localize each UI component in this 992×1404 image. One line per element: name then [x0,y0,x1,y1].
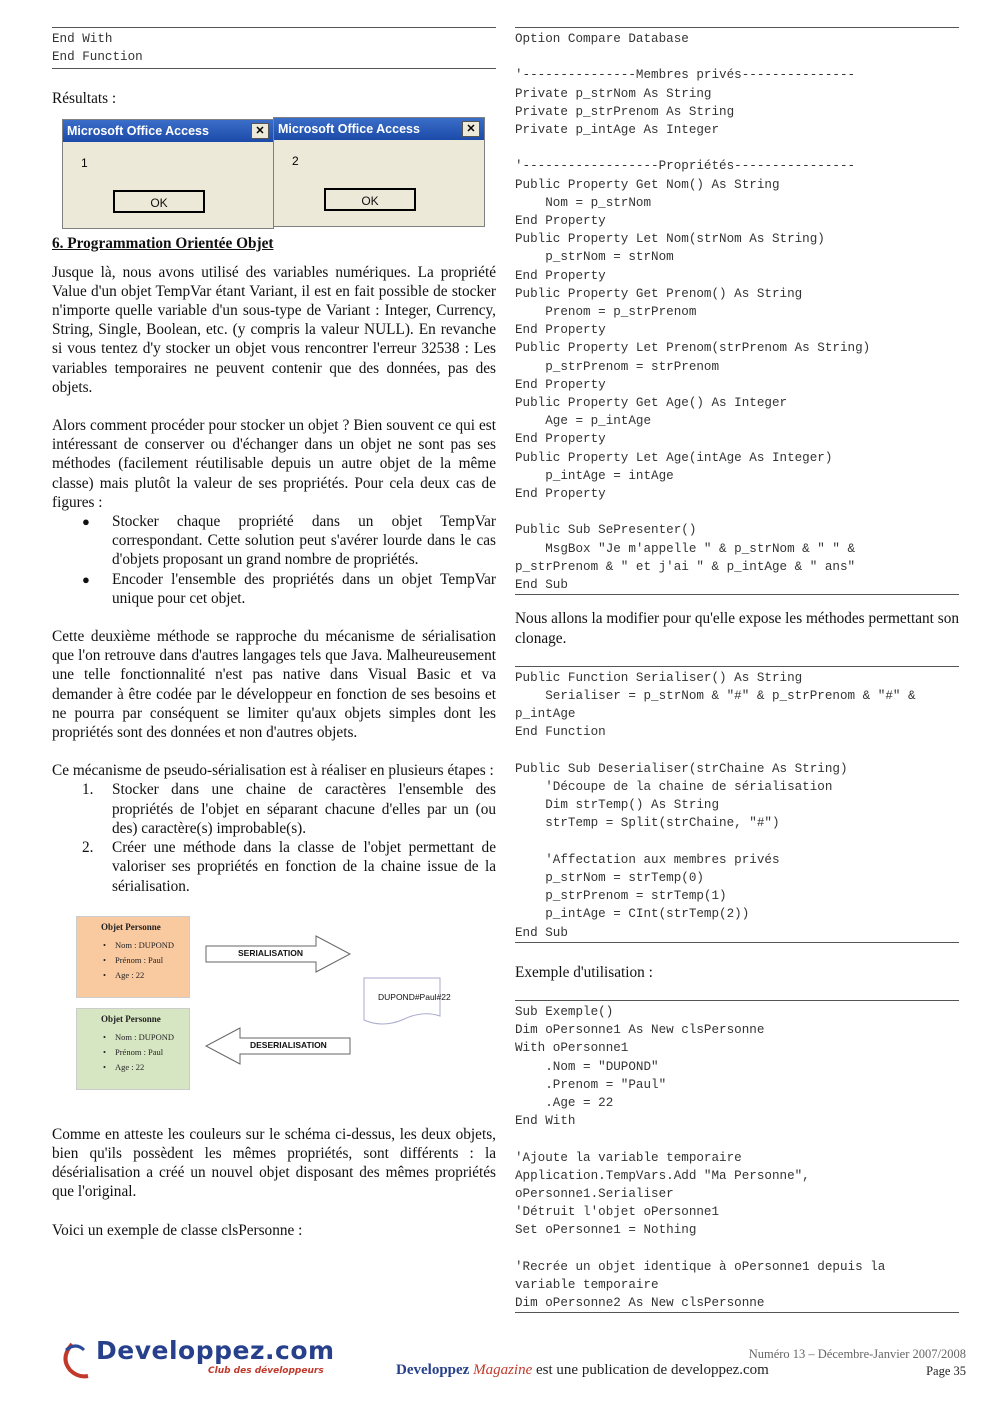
list-item: 2. Créer une méthode dans la classe de l'objet permettant de valoriser ses propriétés en fonction de la chaine issue de la sérialisation. [82,839,496,895]
section-heading: 6. Programmation Orientée Objet [52,234,274,252]
ok-button[interactable]: OK [324,188,416,211]
paragraph-1: Jusque là, nous avons utilisé des variables numériques. La propriété Value d'un objet TempVar étant Variant, il est en fait possible de stocker n'importe quelle variable d'un sous-type de Variant : Integer, Currency, String, Single, Boolean, etc. (y compris la valeur NULL). En revanche si vous tentez d'y stocker un objet vous rencontrer l'erreur 32538 : Les variables temporaires ne peuvent contenir que des données, pas des objets. [52,263,496,396]
msgbox-value: 2 [292,153,299,168]
close-icon[interactable]: ✕ [462,121,480,137]
code-block-class [515,27,959,595]
object-property: • Prénom : Paul [77,953,189,968]
left-column [52,27,496,1240]
close-icon[interactable]: ✕ [251,123,269,139]
publication-rest: est une publication de developpez.com [532,1362,769,1378]
paragraph-clonage: Nous allons la modifier pour qu'elle expose les méthodes permettant son clonage. [515,610,959,647]
msgbox-screenshots [52,117,496,235]
object-property: • Nom : DUPOND [77,1030,189,1045]
code-text: Public Function Serialiser() As String Serialiser = p_strNom & "#" & p_strPrenom & "#" & p_intAge End Function Public Sub Deserialiser(strChaine As String) 'Découpe de la chaine de sérialisation Dim strTemp() As String strTemp = Split(strChaine, "#") 'Affectation aux membres privés p_strNom = strTemp(0) p_strPrenom = strTemp(1) p_intAge = CInt(strTemp(2)) End Sub [515,670,916,940]
logo-tagline: Club des développeurs [208,1366,324,1376]
msgbox-value: 1 [81,155,88,170]
object-property: • Nom : DUPOND [77,938,189,953]
code-text: Sub Exemple() Dim oPersonne1 As New clsPersonne With oPersonne1 .Nom = "DUPOND" .Prenom = "Paul" .Age = 22 End With 'Ajoute la variable temporaire Application.TempVars.Add "Ma Personne", oPersonne1.Serialiser 'Détruit l'objet oPersonne1 Set oPersonne1 = Nothing 'Recrée un objet identique à oPersonne1 depuis la variable temporaire Dim oPersonne2 As New clsPersonne [515,1004,886,1311]
paragraph-6: Voici un exemple de classe clsPersonne : [52,1221,303,1239]
list-item: 1. Stocker dans une chaine de caractères l'ensemble des propriétés de l'objet en séparant chacune d'elles par un (ou des) caractère(s) improbable(s). [82,781,496,837]
issue-number: Numéro 13 – Décembre-Janvier 2007/2008 [748,1347,966,1361]
deserialisation-label: DESERIALISATION [250,1039,327,1050]
list-item: ● Encoder l'ensemble des propriétés dans un objet TempVar unique pour cet objet. [52,570,496,608]
paragraph-4: Ce mécanisme de pseudo-sérialisation est à réaliser en plusieurs étapes : [52,762,494,780]
code-text: Option Compare Database '---------------Membres privés--------------- Private p_strNom As String Private p_strPrenom As String Private p_intAge As Integer '------------------Propriétés---------------- Public Property Get Nom() As String Nom = p_strNom End Property Public Property Let Nom(strNom As String) p_strNom = strNom End Property Public Property Get Prenom() As String Prenom = p_strPrenom End Property Public Property Let Prenom(strPrenom As String) p_strPrenom = strPrenom End Property Public Property Get Age() As Integer Age = p_intAge End Property Public Property Let Age(intAge As Integer) p_intAge = intAge End Property Public Sub SePresenter() MsgBox "Je m'appelle " & p_strNom & " " & p_strPrenom & " et j'ai " & p_intAge & " ans" End Sub [515,32,871,593]
diagram-arrows [52,916,496,1104]
msgbox-title: Microsoft Office Access ✕ [274,118,484,140]
code-block-serialiser [515,666,959,943]
paragraph-example-label: Exemple d'utilisation : [515,963,653,981]
code-text: End With End Function [52,32,143,65]
list-item: ● Stocker chaque propriété dans un objet TempVar correspondant. Cette solution peut s'avérer lourde dans le cas d'objets proposant un grand nombre de propriétés. [52,512,496,570]
paragraph-2: Alors comment procéder pour stocker un objet ? Bien souvent ce qui est intéressant de conserver ou d'échanger dans un objet ne sont pas ses méthodes (facilement réutilisable depuis un autre objet de la même classe) mais plutôt la valeur de ses propriétés. Pour cela deux cas de figures : [52,417,496,511]
publication-brand: Developpez [396,1362,470,1378]
numbered-list [52,780,496,895]
page-number: Page 35 [926,1364,966,1378]
object-box-title: Objet Personne [101,1013,161,1024]
msgbox-1 [62,119,274,229]
logo-text: Developpez.com [96,1336,335,1365]
object-property: • Prénom : Paul [77,1045,189,1060]
ok-button[interactable]: OK [113,190,205,213]
paragraph-5: Comme en atteste les couleurs sur le schéma ci-dessus, les deux objets, bien qu'ils possèdent les mêmes propriétés, sont différents : la désérialisation a créé un nouvel objet disposant des mêmes propriétés que l'original. [52,1125,496,1201]
serialisation-label: SERIALISATION [238,947,304,958]
code-block-example [515,1000,959,1313]
object-property: • Age : 22 [77,1060,189,1075]
serialisation-diagram [52,916,496,1104]
results-label: Résultats : [52,90,117,108]
right-column [515,27,959,1313]
publication-line [396,1362,769,1379]
object-box-title: Objet Personne [101,921,161,932]
msgbox-2 [273,117,485,227]
object-property: • Age : 22 [77,968,189,983]
publication-magazine: Magazine [473,1362,533,1378]
code-block-end-function [52,27,496,69]
bullet-list [52,512,496,608]
paragraph-3: Cette deuxième méthode se rapproche du mécanisme de sérialisation que l'on retrouve dans d'autres langages tels que Java. Malheureusement une telle fonctionnalité n'est pas native dans Visual Basic et va demander à être codée par le développeur en fonction de ses besoins et ne pourra par conséquent se limiter qu'aux objets simples dont les propriétés sont des données et non d'autres objets. [52,628,496,742]
msgbox-title: Microsoft Office Access ✕ [63,120,273,142]
serialised-string: DUPOND#Paul#22 [378,991,451,1002]
